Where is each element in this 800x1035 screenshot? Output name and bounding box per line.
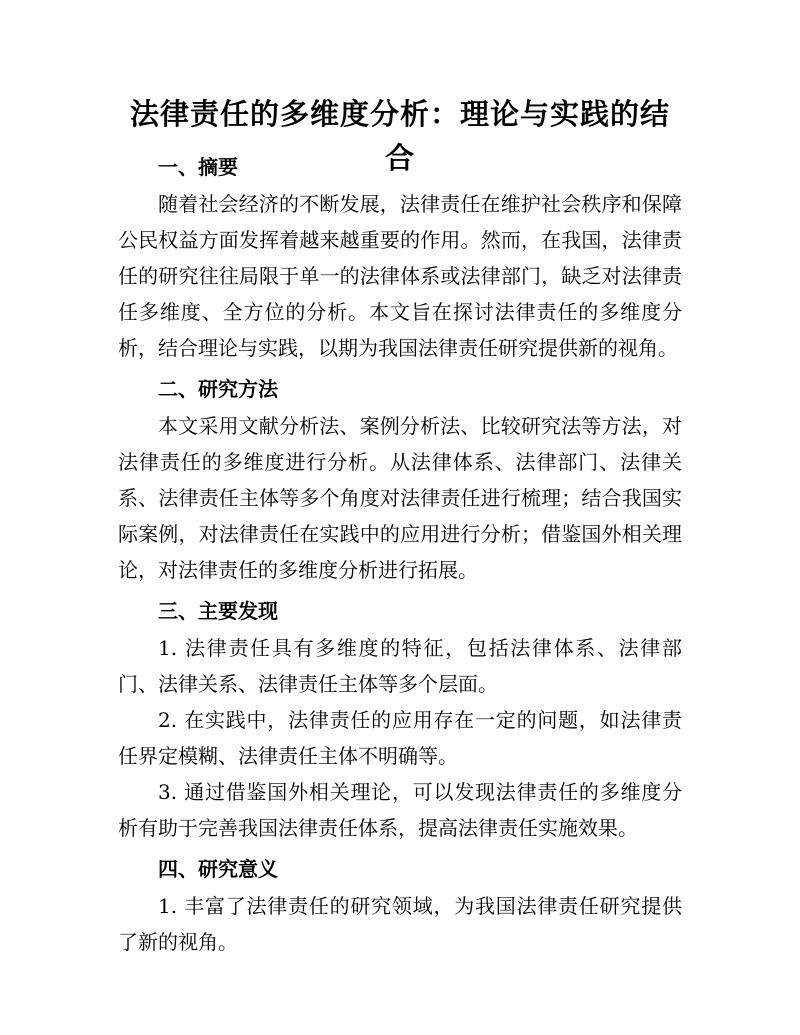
significance-item-1: 1. 丰富了法律责任的研究领域，为我国法律责任研究提供了新的视角。 bbox=[118, 894, 682, 954]
finding-item-3: 3. 通过借鉴国外相关理论，可以发现法律责任的多维度分析有助于完善我国法律责任体系，提高法律责任实施效果。 bbox=[118, 780, 682, 840]
finding-item-2: 2. 在实践中，法律责任的应用存在一定的问题，如法律责任界定模糊、法律责任主体不明确等。 bbox=[118, 708, 682, 768]
finding-item-1: 1. 法律责任具有多维度的特征，包括法律体系、法律部门、法律关系、法律责任主体等多个层面。 bbox=[118, 636, 682, 696]
section-heading-significance: 四、研究意义 bbox=[158, 857, 278, 881]
section-heading-abstract: 一、摘要 bbox=[158, 155, 238, 179]
section-heading-findings: 三、主要发现 bbox=[158, 599, 278, 623]
section-heading-methods: 二、研究方法 bbox=[158, 377, 278, 401]
document-title: 法律责任的多维度分析：理论与实践的结合 bbox=[129, 97, 670, 175]
abstract-paragraph: 随着社会经济的不断发展，法律责任在维护社会秩序和保障公民权益方面发挥着越来越重要的作用。然而，在我国，法律责任的研究往往局限于单一的法律体系或法律部门，缺乏对法律责任多维度、全方位的分析。本文旨在探讨法律责任的多维度分析，结合理论与实践，以期为我国法律责任研究提供新的视角。 bbox=[118, 192, 682, 360]
methods-paragraph: 本文采用文献分析法、案例分析法、比较研究法等方法，对法律责任的多维度进行分析。从法律体系、法律部门、法律关系、法律责任主体等多个角度对法律责任进行梳理；结合我国实际案例，对法律责任在实践中的应用进行分析；借鉴国外相关理论，对法律责任的多维度分析进行拓展。 bbox=[118, 414, 682, 582]
